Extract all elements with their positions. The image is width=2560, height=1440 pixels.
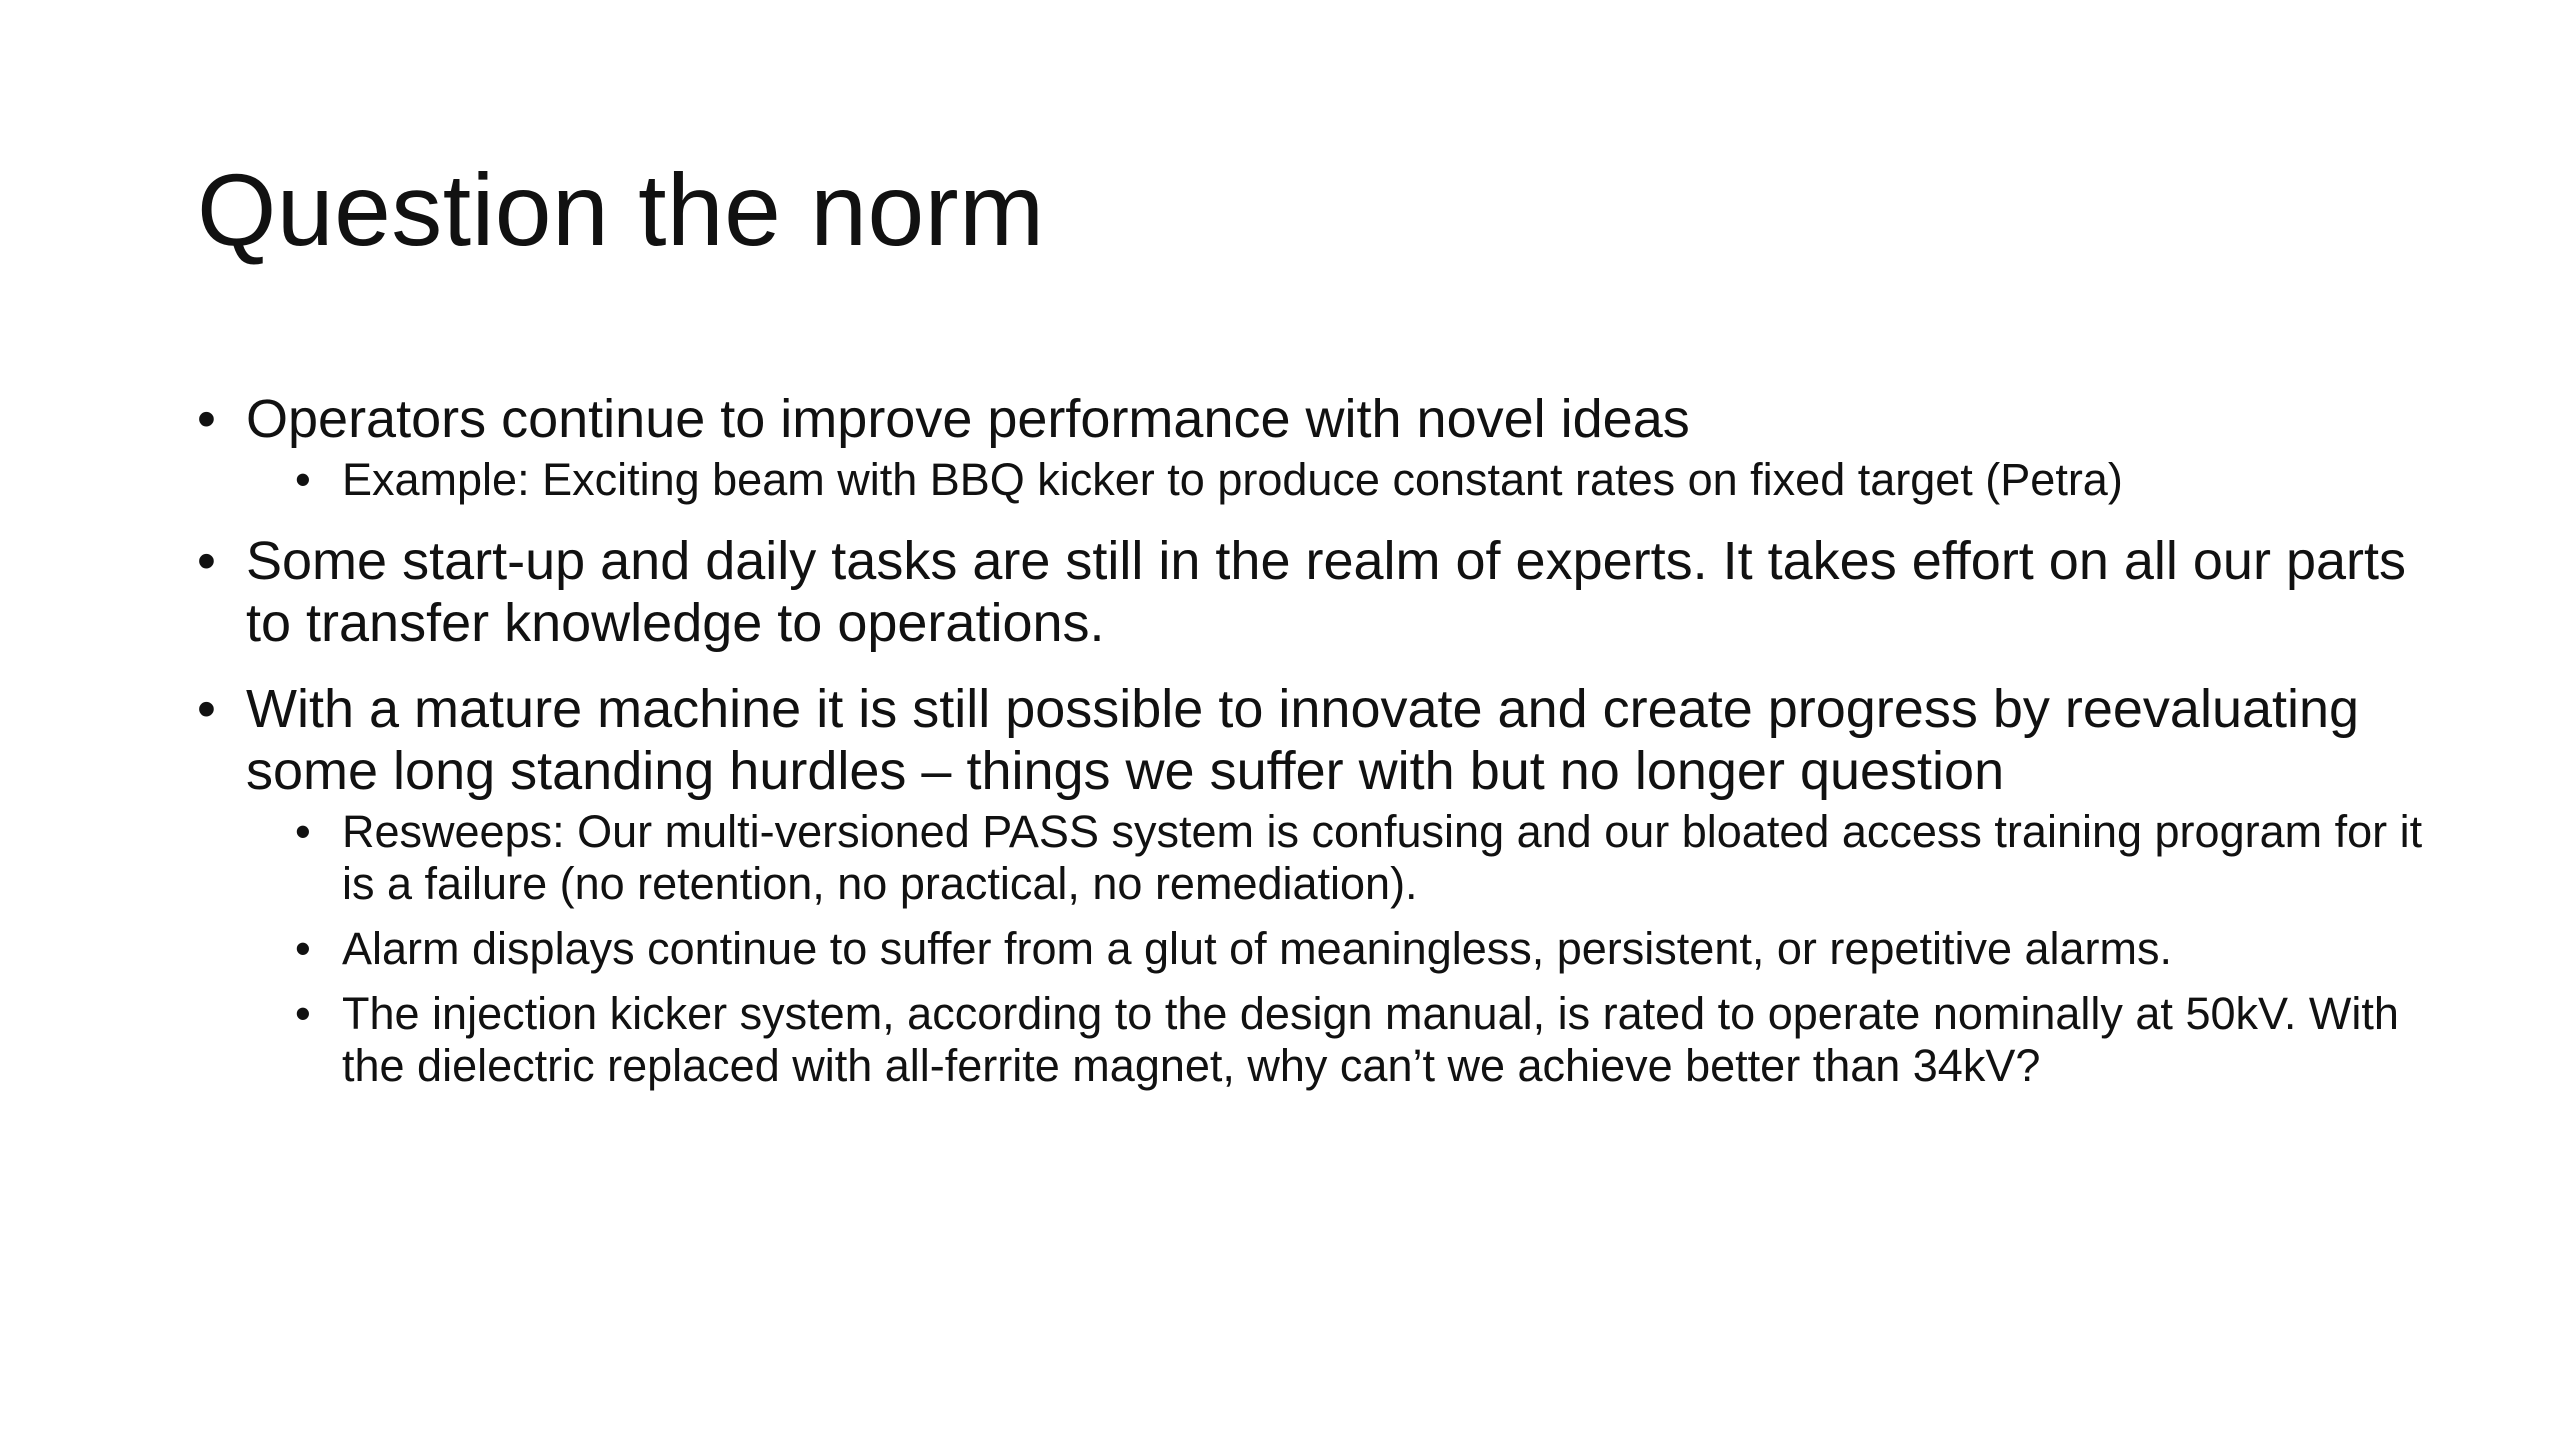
bullet-icon: • [295,988,311,1039]
bullet-icon: • [197,531,216,591]
slide-title: Question the norm [197,153,1045,267]
bullet-text: Operators continue to improve performance with novel ideas [246,389,1690,449]
bullet-icon: • [197,389,216,449]
bullet-icon: • [197,679,216,739]
sub-bullet-item [295,988,2427,1092]
bullet-item [197,530,2427,654]
bullet-icon: • [295,454,311,505]
sub-bullet-item [295,806,2427,910]
sub-bullet-text: Resweeps: Our multi-versioned PASS system is confusing and our bloated access training program for it is a failure (no retention, no practical, no remediation). [342,806,2423,909]
bullet-list [197,388,2427,1092]
bullet-item [197,678,2427,1092]
slide-content [197,388,2427,1116]
sub-bullet-text: The injection kicker system, according to the design manual, is rated to operate nominally at 50kV. With the dielectric replaced with all-ferrite magnet, why can’t we achieve better than 34kV? [342,988,2399,1091]
sub-bullet-list [246,454,2427,506]
sub-bullet-item [295,454,2427,506]
sub-bullet-text: Alarm displays continue to suffer from a glut of meaningless, persistent, or repetitive alarms. [342,923,2172,974]
sub-bullet-text: Example: Exciting beam with BBQ kicker to produce constant rates on fixed target (Petra) [342,454,2123,505]
bullet-text: Some start-up and daily tasks are still in the realm of experts. It takes effort on all our parts to transfer knowledge to operations. [246,531,2406,653]
bullet-item [197,388,2427,506]
sub-bullet-list [246,806,2427,1092]
sub-bullet-item [295,923,2427,975]
bullet-text: With a mature machine it is still possible to innovate and create progress by reevaluating some long standing hurdles – things we suffer with but no longer question [246,679,2360,801]
bullet-icon: • [295,806,311,857]
bullet-icon: • [295,923,311,974]
